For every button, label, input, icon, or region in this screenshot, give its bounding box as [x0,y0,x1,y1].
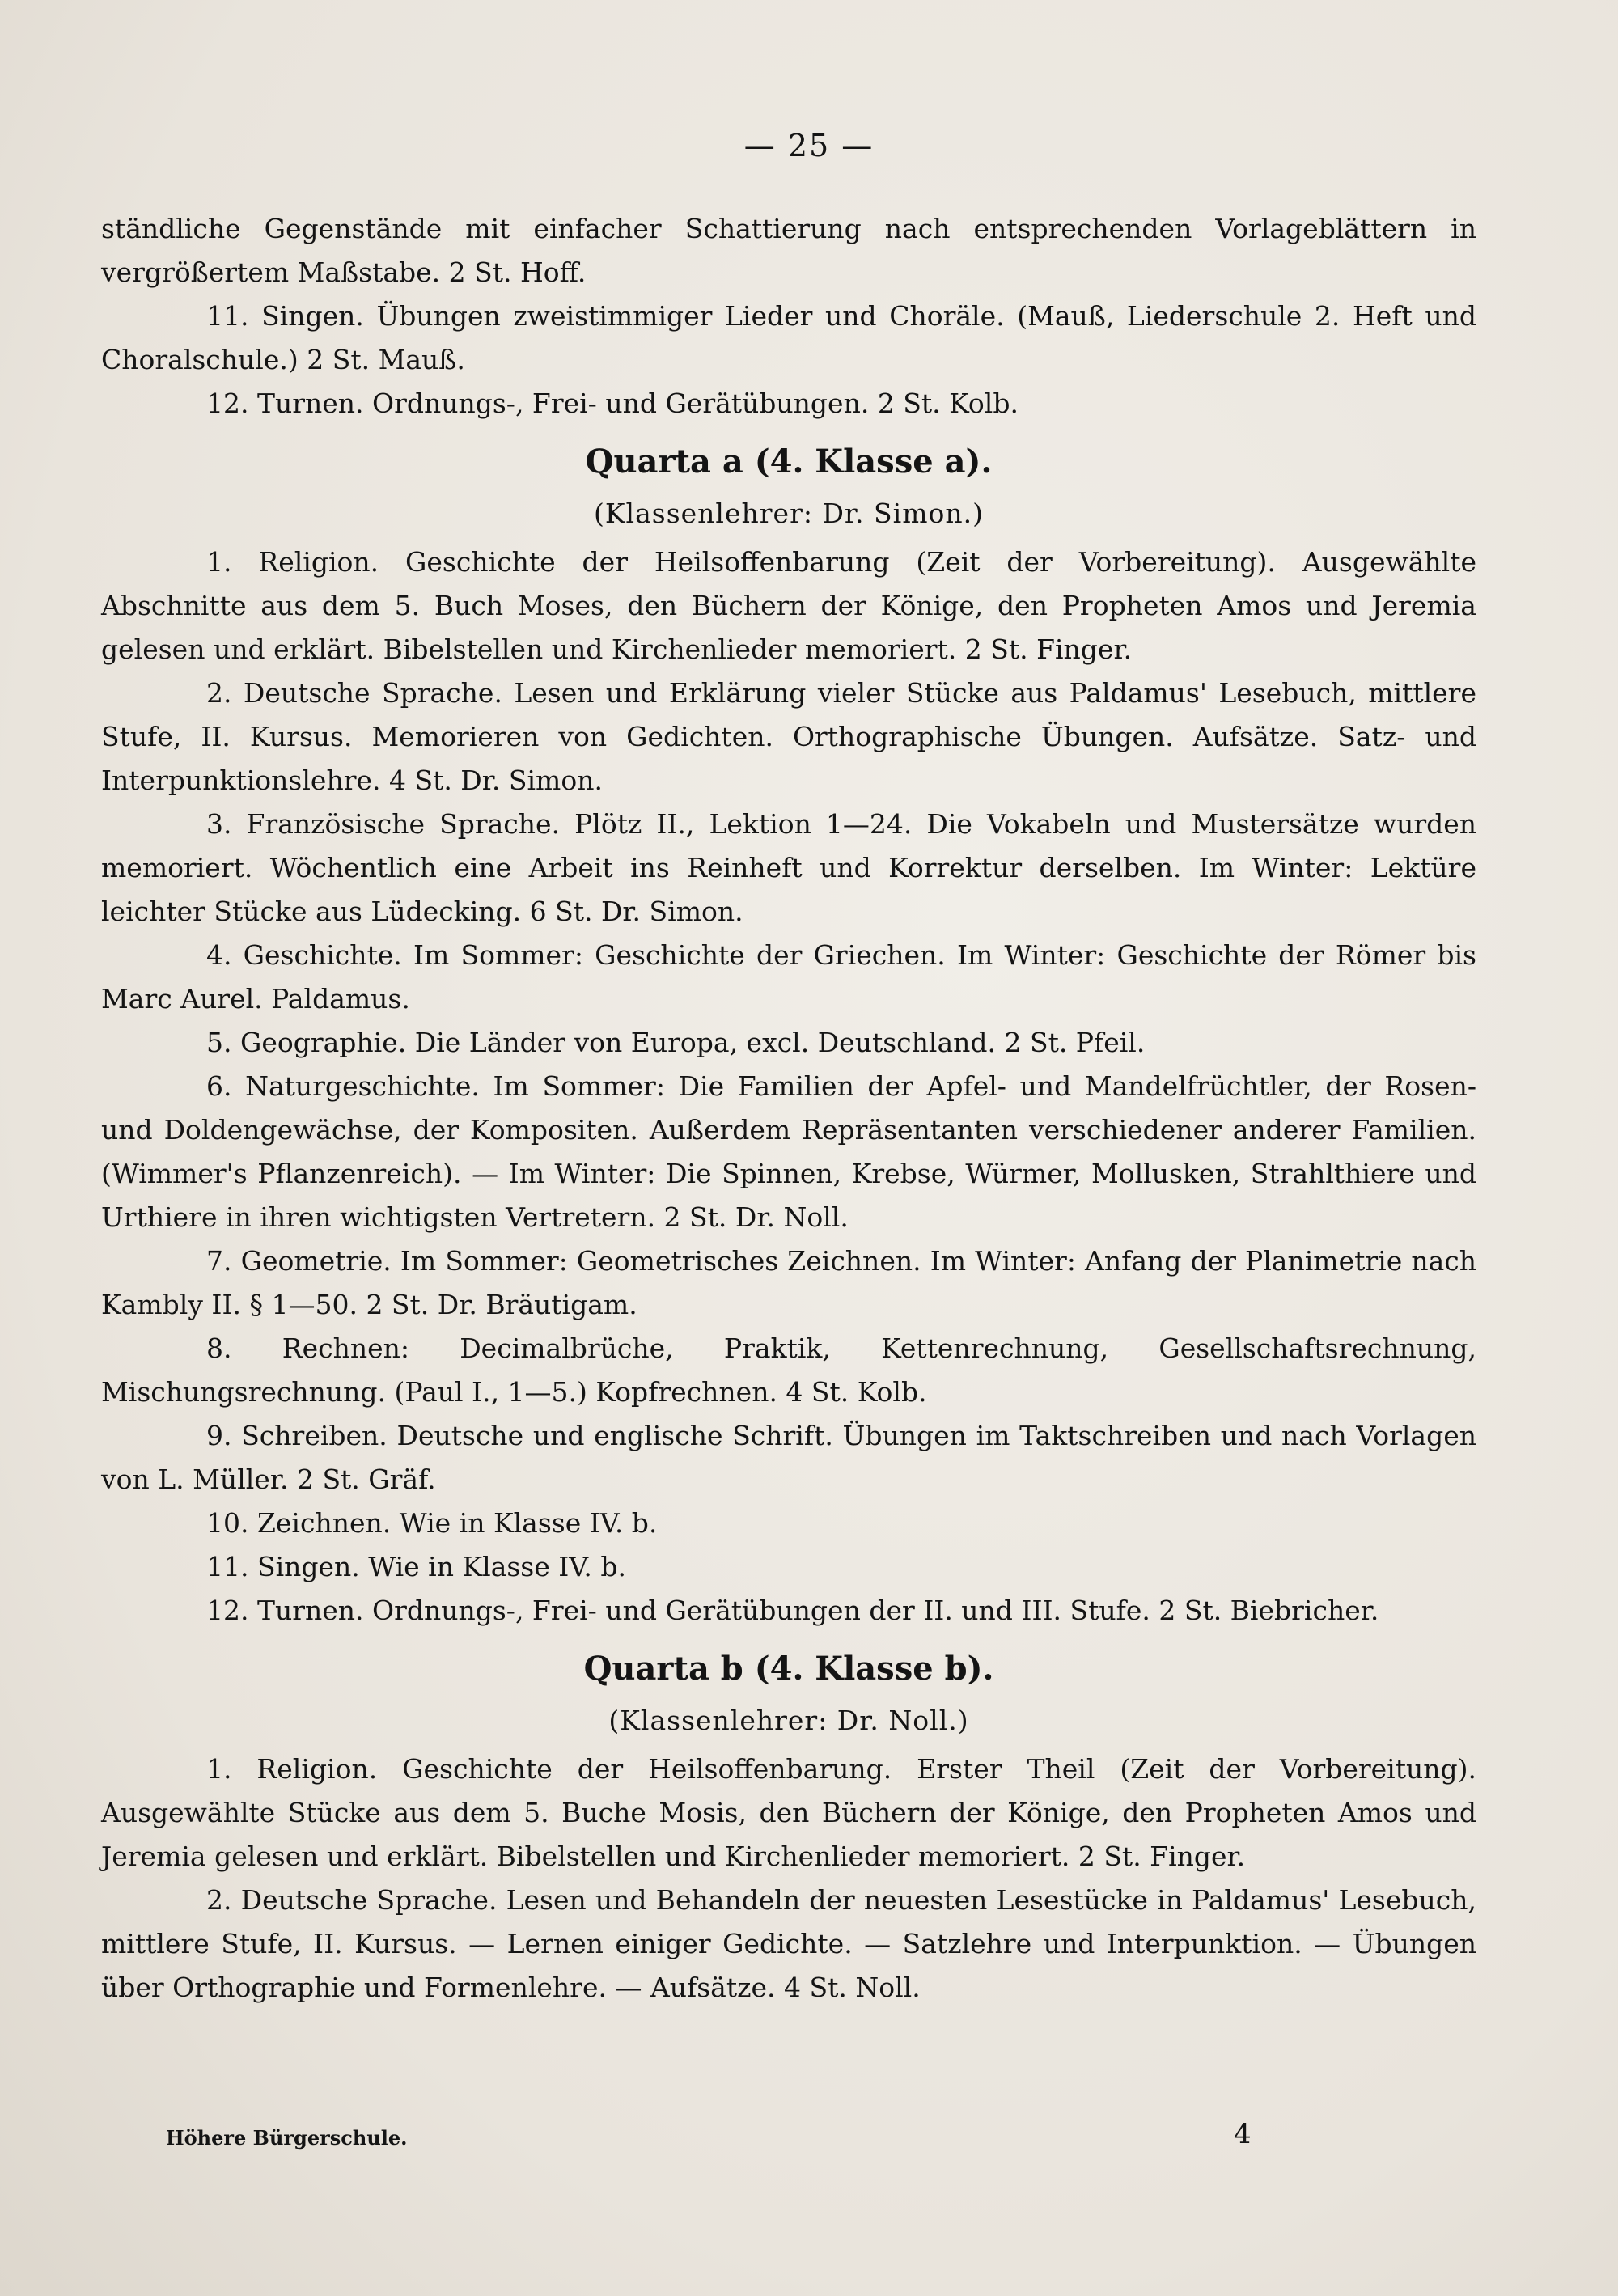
footer-sheet-number: 4 [1234,2118,1252,2150]
class-teacher-quarta-a: (Klassenlehrer: Dr. Simon.) [594,498,984,529]
page-number: — 25 — [743,128,875,163]
section-heading-quarta-a: Quarta a (4. Klasse a). [585,443,993,481]
paragraph-gymnastics: 12. Turnen. Ordnungs-, Frei- und Gerätübungen. 2 St. Kolb. [206,388,1019,419]
class-teacher-quarta-b: (Klassenlehrer: Dr. Noll.) [608,1705,969,1736]
paragraph-drawing-continued: ständliche Gegenstände mit einfacher Schattierung nach entsprechenden Vorlageblättern in vergrößertem Maßstabe. 2 St. Hoff. [101,213,1476,288]
quarta-a-item-french: 3. Französische Sprache. Plötz II., Lektion 1—24. Die Vokabeln und Mustersätze wurden memoriert. Wöchentlich eine Arbeit ins Reinheft und Korrektur derselben. Im Winter: Lektüre leichter Stücke aus Lüdecking. 6 St. Dr. Simon. [101,808,1476,927]
quarta-b-item-religion: 1. Religion. Geschichte der Heilsoffenbarung. Erster Theil (Zeit der Vorbereitung). Ausgewählte Stücke aus dem 5. Buche Mosis, den Büchern der Könige, den Propheten Amos und Jeremia gelesen und erklärt. Bibelstellen und Kirchenlieder memoriert. 2 St. Finger. [101,1753,1476,1872]
quarta-a-item-history: 4. Geschichte. Im Sommer: Geschichte der Griechen. Im Winter: Geschichte der Römer bis Marc Aurel. Paldamus. [101,939,1476,1015]
quarta-a-item-geography: 5. Geographie. Die Länder von Europa, excl. Deutschland. 2 St. Pfeil. [206,1027,1146,1058]
quarta-a-item-drawing: 10. Zeichnen. Wie in Klasse IV. b. [206,1507,658,1539]
paragraph-singing: 11. Singen. Übungen zweistimmiger Lieder und Choräle. (Mauß, Liederschule 2. Heft und Choralschule.) 2 St. Mauß. [101,300,1476,375]
body-text [101,207,1476,2010]
quarta-b-item-german: 2. Deutsche Sprache. Lesen und Behandeln der neuesten Lesestücke in Paldamus' Lesebuch, mittlere Stufe, II. Kursus. — Lernen einiger Gedichte. — Satzlehre und Interpunktion. — Übungen über Orthographie und Formenlehre. — Aufsätze. 4 St. Noll. [101,1884,1476,2003]
quarta-a-item-geometry: 7. Geometrie. Im Sommer: Geometrisches Zeichnen. Im Winter: Anfang der Planimetrie nach Kambly II. § 1—50. 2 St. Dr. Bräutigam. [101,1245,1476,1320]
quarta-a-item-singing: 11. Singen. Wie in Klasse IV. b. [206,1551,626,1582]
footer-signature: Höhere Bürgerschule. [166,2126,408,2150]
quarta-a-item-natural-history: 6. Naturgeschichte. Im Sommer: Die Familien der Apfel- und Mandelfrüchtler, der Rosen- und Doldengewächse, der Kompositen. Außerdem Repräsentanten verschiedener anderer Familien. (Wimmer's Pflanzenreich). — Im Winter: Die Spinnen, Krebse, Würmer, Mollusken, Strahlthiere und Urthiere in ihren wichtigsten Vertretern. 2 St. Dr. Noll. [101,1070,1476,1233]
quarta-a-item-german: 2. Deutsche Sprache. Lesen und Erklärung vieler Stücke aus Paldamus' Lesebuch, mittlere Stufe, II. Kursus. Memorieren von Gedichten. Orthographische Übungen. Aufsätze. Satz- und Interpunktionslehre. 4 St. Dr. Simon. [101,677,1476,796]
quarta-a-item-gymnastics: 12. Turnen. Ordnungs-, Frei- und Gerätübungen der II. und III. Stufe. 2 St. Biebricher. [206,1595,1379,1626]
quarta-a-item-religion: 1. Religion. Geschichte der Heilsoffenbarung (Zeit der Vorbereitung). Ausgewählte Abschnitte aus dem 5. Buch Moses, den Büchern der Könige, den Propheten Amos und Jeremia gelesen und erklärt. Bibelstellen und Kirchenlieder memoriert. 2 St. Finger. [101,546,1476,665]
quarta-a-item-arithmetic: 8. Rechnen: Decimalbrüche, Praktik, Kettenrechnung, Gesellschaftsrechnung, Mischungsrechnung. (Paul I., 1—5.) Kopfrechnen. 4 St. Kolb. [101,1332,1476,1408]
quarta-a-item-writing: 9. Schreiben. Deutsche und englische Schrift. Übungen im Taktschreiben und nach Vorlagen von L. Müller. 2 St. Gräf. [101,1420,1476,1495]
section-heading-quarta-b: Quarta b (4. Klasse b). [583,1650,994,1688]
